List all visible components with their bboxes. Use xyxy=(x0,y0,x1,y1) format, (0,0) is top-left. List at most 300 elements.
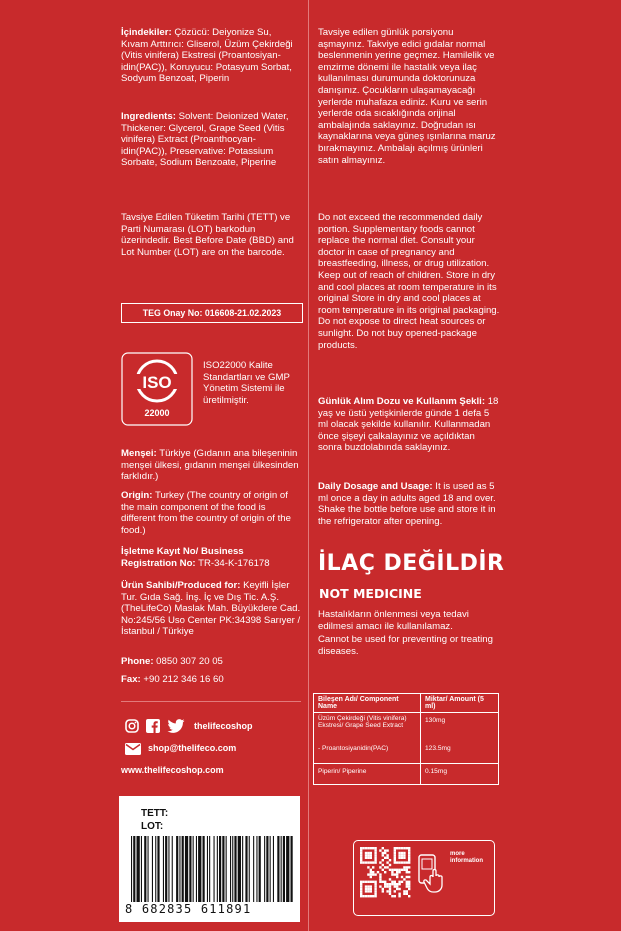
qr-module xyxy=(406,890,408,892)
qr-module xyxy=(370,861,372,863)
iso-label: ISO xyxy=(142,373,172,392)
teg-approval-box: TEG Onay No: 016608-21.02.2023 xyxy=(121,303,303,323)
qr-module xyxy=(389,869,391,871)
qr-module xyxy=(391,883,393,885)
usage-en: Daily Dosage and Usage: It is used as 5 ml once a day in adults aged 18 and over. Shake the bottle before use and store it in the refrigerator after opening. xyxy=(318,481,496,527)
qr-module xyxy=(384,852,386,854)
qr-module xyxy=(374,888,376,890)
qr-module xyxy=(360,881,362,883)
qr-module xyxy=(365,888,367,890)
barcode-bar xyxy=(249,836,250,902)
qr-module xyxy=(406,876,408,878)
qr-module xyxy=(370,871,372,873)
barcode-bar xyxy=(253,836,254,902)
qr-module xyxy=(372,866,374,868)
qr-module xyxy=(379,861,381,863)
qr-module xyxy=(365,854,367,856)
qr-module xyxy=(408,849,410,851)
qr-module xyxy=(374,859,376,861)
barcode-bar xyxy=(226,836,227,902)
qr-module xyxy=(374,873,376,875)
barcode-bar xyxy=(182,836,184,902)
qr-module xyxy=(374,881,376,883)
qr-module xyxy=(401,876,403,878)
qr-module xyxy=(386,854,388,856)
qr-module xyxy=(365,852,367,854)
qr-module xyxy=(370,881,372,883)
disclaimer-tr: Hastalıkların önlenmesi veya tedavi edilmesi amacı ile kullanılamaz. xyxy=(318,609,469,632)
not-medicine-en: NOT MEDICINE xyxy=(319,586,422,601)
barcode-bar xyxy=(144,836,146,902)
qr-module xyxy=(398,852,400,854)
qr-module xyxy=(362,847,364,849)
qr-module xyxy=(398,847,400,849)
qr-module xyxy=(370,869,372,871)
email-icon xyxy=(125,743,141,755)
qr-module xyxy=(382,890,384,892)
qr-module xyxy=(394,859,396,861)
composition-table xyxy=(313,693,499,785)
qr-module xyxy=(394,890,396,892)
barcode-bar xyxy=(217,836,218,902)
qr-module xyxy=(365,890,367,892)
qr-module xyxy=(401,881,403,883)
qr-module xyxy=(401,857,403,859)
origin-en: Origin: Turkey (The country of origin of the main component of the food is different from the country of origin of the food.) xyxy=(121,490,291,536)
qr-module xyxy=(406,883,408,885)
barcode-bar xyxy=(291,836,293,902)
qr-module xyxy=(406,881,408,883)
table-row: - Proantosiyanidin(PAC) 123.5mg xyxy=(314,743,499,764)
barcode-bar xyxy=(133,836,135,902)
qr-module xyxy=(398,883,400,885)
qr-module xyxy=(408,854,410,856)
qr-module xyxy=(408,871,410,873)
qr-module xyxy=(389,885,391,887)
barcode-bar xyxy=(277,836,279,902)
qr-module xyxy=(384,857,386,859)
website-link[interactable]: www.thelifecoshop.com xyxy=(121,765,224,775)
qr-module xyxy=(394,847,396,849)
qr-module xyxy=(367,866,369,868)
qr-module xyxy=(408,847,410,849)
iso-statement: ISO22000 Kalite Standartları ve GMP Yönetim Sistemi ile üretilmiştir. xyxy=(203,360,290,406)
qr-module xyxy=(398,881,400,883)
qr-module xyxy=(389,878,391,880)
qr-module xyxy=(394,881,396,883)
qr-module xyxy=(362,861,364,863)
left-panel xyxy=(0,0,308,931)
qr-module xyxy=(406,847,408,849)
qr-module xyxy=(379,849,381,851)
barcode-bar xyxy=(168,836,169,902)
qr-module xyxy=(401,869,403,871)
instagram-icon xyxy=(125,719,139,733)
barcode-bar xyxy=(189,836,191,902)
header-amount: Miktar/ Amount (5 ml) xyxy=(421,694,499,713)
qr-module xyxy=(394,857,396,859)
qr-module xyxy=(365,881,367,883)
qr-module xyxy=(398,854,400,856)
qr-module xyxy=(382,869,384,871)
qr-module xyxy=(365,857,367,859)
qr-module xyxy=(374,890,376,892)
tett-label: TETT: xyxy=(141,808,169,819)
iso-badge-icon xyxy=(121,352,193,426)
qr-module xyxy=(403,890,405,892)
qr-module xyxy=(396,876,398,878)
barcode-bar xyxy=(219,836,221,902)
phone-tap-icon xyxy=(416,853,446,901)
barcode-bar xyxy=(245,836,247,902)
barcode-bar xyxy=(264,836,265,902)
lot-label: LOT: xyxy=(141,821,164,832)
barcode-bar xyxy=(266,836,268,902)
barcode-box xyxy=(119,796,300,922)
qr-module xyxy=(370,857,372,859)
qr-module xyxy=(367,861,369,863)
qr-module xyxy=(408,852,410,854)
qr-module xyxy=(379,885,381,887)
qr-module xyxy=(403,852,405,854)
qr-module xyxy=(408,883,410,885)
qr-module xyxy=(396,888,398,890)
qr-module xyxy=(365,861,367,863)
qr-module xyxy=(403,861,405,863)
qr-module xyxy=(406,869,408,871)
ingredients-tr: İçindekiler: Çözücü: Deiyonize Su, Kıvam Arttırıcı: Gliserol, Üzüm Çekirdeği (Vitis vinifera) Ekstresi (Proantosiyan-idin(PAC)), Koruyucu: Potasyum Sorbat, Sodyum Benzoat, Piperin xyxy=(121,27,293,85)
qr-module xyxy=(382,859,384,861)
qr-module xyxy=(370,873,372,875)
barcode-bar xyxy=(238,836,241,902)
qr-module xyxy=(406,866,408,868)
qr-module xyxy=(367,881,369,883)
qr-module xyxy=(367,854,369,856)
qr-module xyxy=(394,895,396,897)
qr-module xyxy=(408,881,410,883)
qr-module xyxy=(391,881,393,883)
qr-module xyxy=(360,857,362,859)
qr-module xyxy=(394,885,396,887)
qr-module xyxy=(374,861,376,863)
qr-module xyxy=(391,895,393,897)
qr-module xyxy=(382,864,384,866)
qr-module xyxy=(394,852,396,854)
qr-module xyxy=(367,873,369,875)
qr-module xyxy=(396,883,398,885)
qr-module xyxy=(403,878,405,880)
qr-module xyxy=(386,849,388,851)
producer-info: Ürün Sahibi/Produced for: Keyifli İşler Tur. Gıda Sağ. İnş. İç ve Dış Tic. A.Ş. (TheLifeCo) Maslak Mah. Büyükdere Cad. No:245/56 Uso Center PK:34398 Sarıyer / İstanbul / Türkiye xyxy=(121,580,301,638)
table-row: Piperin/ Piperine 0.15mg xyxy=(314,764,499,785)
qr-module xyxy=(389,883,391,885)
qr-module xyxy=(401,861,403,863)
qr-module xyxy=(370,885,372,887)
table-header-row xyxy=(314,694,499,713)
qr-module xyxy=(379,876,381,878)
warning-tr: Tavsiye edilen günlük porsiyonu aşmayınız. Takviye edici gıdalar normal beslenmenin yerine geçmez. Hamilelik ve emzirme dönemi ile hastalık veya ilaç kullanılması durumunda doktorunuza danışınız. Çocukların ulaşamayacağı yerlerde muhafaza ediniz. Kuru ve serin yerlerde oda sıcaklığında orijinal ambalajında saklayınız. Doğrudan ısı kaynaklarına veya güneş ışınlarına maruz bırakmayınız. Ambalajı açılmış ürünleri satın almayınız. xyxy=(318,27,496,166)
qr-module xyxy=(384,871,386,873)
qr-module xyxy=(360,847,362,849)
qr-module xyxy=(398,861,400,863)
panel-divider xyxy=(308,0,309,931)
qr-module xyxy=(384,866,386,868)
qr-module xyxy=(384,885,386,887)
qr-module xyxy=(408,888,410,890)
qr-module xyxy=(372,873,374,875)
qr-module xyxy=(406,861,408,863)
qr-module xyxy=(362,895,364,897)
qr-module xyxy=(394,873,396,875)
qr-module xyxy=(365,847,367,849)
qr-module xyxy=(389,864,391,866)
qr-module xyxy=(398,895,400,897)
social-handle[interactable]: thelifecoshop xyxy=(194,721,253,731)
qr-module xyxy=(370,876,372,878)
qr-module xyxy=(386,885,388,887)
qr-module xyxy=(367,895,369,897)
qr-module xyxy=(360,849,362,851)
qr-module xyxy=(372,871,374,873)
qr-module xyxy=(403,847,405,849)
qr-module xyxy=(360,883,362,885)
qr-module xyxy=(360,861,362,863)
qr-module xyxy=(374,852,376,854)
qr-module xyxy=(360,852,362,854)
qr-module xyxy=(379,866,381,868)
qr-module xyxy=(386,866,388,868)
twitter-icon xyxy=(167,719,185,733)
barcode-bar xyxy=(286,836,289,902)
qr-module xyxy=(370,890,372,892)
barcode-bar xyxy=(163,836,164,902)
qr-module xyxy=(401,854,403,856)
disclaimer-en: Cannot be used for preventing or treating diseases. xyxy=(318,634,493,657)
qr-module xyxy=(377,871,379,873)
barcode-bar xyxy=(283,836,285,902)
warning-en: Do not exceed the recommended daily portion. Supplementary foods cannot replace the normal diet. Consult your doctor in case of pregnancy and breastfeeding, illness, or drug utilization. Keep out of reach of children. Store in dry and cool places at room temperature in its original Store in dry and cool places at room temperature in its original packaging. Do not expose to direct heat sources or sunlight. Do not buy opened-package products. xyxy=(318,212,500,351)
barcode-bar xyxy=(137,836,140,902)
qr-module xyxy=(372,861,374,863)
barcode-bar xyxy=(230,836,231,902)
qr-module xyxy=(374,883,376,885)
qr-module xyxy=(406,893,408,895)
divider xyxy=(121,701,301,702)
qr-module xyxy=(367,847,369,849)
qr-module xyxy=(367,852,369,854)
qr-module xyxy=(408,895,410,897)
qr-module xyxy=(408,866,410,868)
qr-module xyxy=(382,847,384,849)
barcode-bar xyxy=(256,836,257,902)
barcode-bar xyxy=(207,836,208,902)
barcode-number: 8 682835 611891 xyxy=(125,902,252,916)
qr-module xyxy=(382,854,384,856)
qr-section[interactable] xyxy=(353,840,495,916)
qr-module xyxy=(403,866,405,868)
usage-tr: Günlük Alım Dozu ve Kullanım Şekli: 18 yaş ve üstü yetişkinlerde günde 1 defa 5 ml olacak şekilde kullanılır. Kullanmadan önce şişeyi çalkalayınız ve açıldıktan sonra buzdolabında saklayınız. xyxy=(318,396,499,454)
qr-code-icon[interactable] xyxy=(360,847,412,907)
registration-no: İşletme Kayıt No/ Business Registration No: TR-34-K-176178 xyxy=(121,546,270,569)
qr-module xyxy=(379,881,381,883)
qr-module xyxy=(408,857,410,859)
barcode-bar xyxy=(273,836,274,902)
qr-module xyxy=(394,854,396,856)
qr-module xyxy=(362,881,364,883)
qr-module xyxy=(367,885,369,887)
qr-module xyxy=(370,847,372,849)
fax-line: Fax: +90 212 346 16 60 xyxy=(121,674,224,685)
qr-module xyxy=(403,854,405,856)
barcode-bar xyxy=(193,836,194,902)
qr-module xyxy=(374,893,376,895)
qr-module xyxy=(403,869,405,871)
facebook-icon xyxy=(146,719,160,733)
qr-module xyxy=(372,847,374,849)
qr-module xyxy=(360,895,362,897)
not-medicine-tr: İLAÇ DEĞİLDİR xyxy=(318,551,505,576)
qr-module xyxy=(384,849,386,851)
qr-module xyxy=(403,857,405,859)
barcode-bar xyxy=(131,836,132,902)
qr-module xyxy=(367,890,369,892)
qr-module xyxy=(386,890,388,892)
qr-module xyxy=(389,888,391,890)
barcode-bar xyxy=(196,836,197,902)
qr-module xyxy=(389,890,391,892)
qr-module xyxy=(386,857,388,859)
barcode-bar xyxy=(281,836,282,902)
qr-module xyxy=(398,857,400,859)
barcode-bar xyxy=(185,836,188,902)
qr-module xyxy=(367,857,369,859)
iso-number: 22000 xyxy=(144,408,170,418)
qr-module xyxy=(360,859,362,861)
qr-module xyxy=(360,890,362,892)
origin-tr: Menşei: Türkiye (Gıdanın ana bileşeninin menşei ülkesi, gıdanın menşei ülkesinden farklıdır.) xyxy=(121,448,299,483)
qr-module xyxy=(382,888,384,890)
qr-module xyxy=(374,885,376,887)
barcode-bar xyxy=(198,836,201,902)
qr-module xyxy=(396,871,398,873)
qr-module xyxy=(360,893,362,895)
qr-module xyxy=(374,847,376,849)
qr-module xyxy=(360,888,362,890)
qr-module xyxy=(365,885,367,887)
barcode-bar xyxy=(155,836,156,902)
qr-module xyxy=(367,888,369,890)
qr-module xyxy=(379,873,381,875)
qr-module xyxy=(372,881,374,883)
qr-module xyxy=(396,861,398,863)
qr-module xyxy=(386,861,388,863)
barcode-bar xyxy=(232,836,233,902)
qr-module xyxy=(408,876,410,878)
qr-module xyxy=(403,893,405,895)
barcode-bar xyxy=(222,836,224,902)
barcode-bar xyxy=(270,836,271,902)
table-row: Üzüm Çekirdeği (Vitis vinifera) Ekstresi/ Grape Seed Extract 130mg xyxy=(314,713,499,744)
barcode-image xyxy=(129,836,293,904)
barcode-bar xyxy=(157,836,159,902)
barcode-bar xyxy=(179,836,180,902)
qr-module xyxy=(372,895,374,897)
email-link[interactable]: shop@thelifeco.com xyxy=(148,743,237,753)
qr-module xyxy=(370,895,372,897)
barcode-bar xyxy=(172,836,173,902)
barcode-bar xyxy=(209,836,210,902)
qr-module xyxy=(374,857,376,859)
qr-module xyxy=(398,869,400,871)
qr-module xyxy=(401,852,403,854)
qr-module xyxy=(391,869,393,871)
qr-module xyxy=(398,888,400,890)
best-before-info: Tavsiye Edilen Tüketim Tarihi (TETT) ve Parti Numarası (LOT) barkodun üzerindedir. Best Before Date (BBD) and Lot Number (LOT) are on the barcode. xyxy=(121,212,294,258)
qr-module xyxy=(398,871,400,873)
qr-module xyxy=(370,854,372,856)
qr-module xyxy=(396,847,398,849)
qr-module xyxy=(396,869,398,871)
qr-module xyxy=(408,859,410,861)
qr-module xyxy=(408,861,410,863)
qr-module xyxy=(360,854,362,856)
qr-module xyxy=(398,893,400,895)
barcode-bar xyxy=(259,836,261,902)
qr-module xyxy=(374,849,376,851)
qr-module xyxy=(384,881,386,883)
barcode-bar xyxy=(242,836,243,902)
qr-module xyxy=(382,881,384,883)
qr-module xyxy=(391,871,393,873)
ingredients-en: Ingredients: Solvent: Deionized Water, Thickener: Glycerol, Grape Seed (Vitis vinifera) Extract (Proanthocyan-idin(PAC)), Preservative: Potassium Sorbate, Sodium Benzoate, Piperine xyxy=(121,111,289,169)
qr-module xyxy=(394,883,396,885)
barcode-bar xyxy=(234,836,236,902)
qr-module xyxy=(401,847,403,849)
qr-module xyxy=(365,895,367,897)
qr-module xyxy=(394,869,396,871)
qr-module xyxy=(406,885,408,887)
barcode-bar xyxy=(148,836,149,902)
barcode-bar xyxy=(176,836,178,902)
barcode-bar xyxy=(214,836,215,902)
qr-module xyxy=(382,852,384,854)
qr-module xyxy=(374,895,376,897)
qr-module xyxy=(406,871,408,873)
qr-module xyxy=(379,878,381,880)
qr-module xyxy=(370,852,372,854)
qr-module xyxy=(396,873,398,875)
barcode-bar xyxy=(203,836,205,902)
qr-module xyxy=(391,873,393,875)
barcode-bar xyxy=(165,836,167,902)
qr-module xyxy=(374,854,376,856)
qr-label: more information xyxy=(450,851,483,864)
qr-module xyxy=(384,883,386,885)
qr-module xyxy=(370,888,372,890)
qr-module xyxy=(389,893,391,895)
qr-module xyxy=(394,861,396,863)
qr-module xyxy=(408,885,410,887)
header-component: Bileşen Adı/ Component Name xyxy=(314,694,421,713)
qr-module xyxy=(389,859,391,861)
qr-module xyxy=(394,849,396,851)
barcode-bar xyxy=(141,836,142,902)
qr-module xyxy=(386,883,388,885)
qr-module xyxy=(360,885,362,887)
phone-line: Phone: 0850 307 20 05 xyxy=(121,656,223,667)
qr-module xyxy=(396,885,398,887)
barcode-bar xyxy=(152,836,153,902)
